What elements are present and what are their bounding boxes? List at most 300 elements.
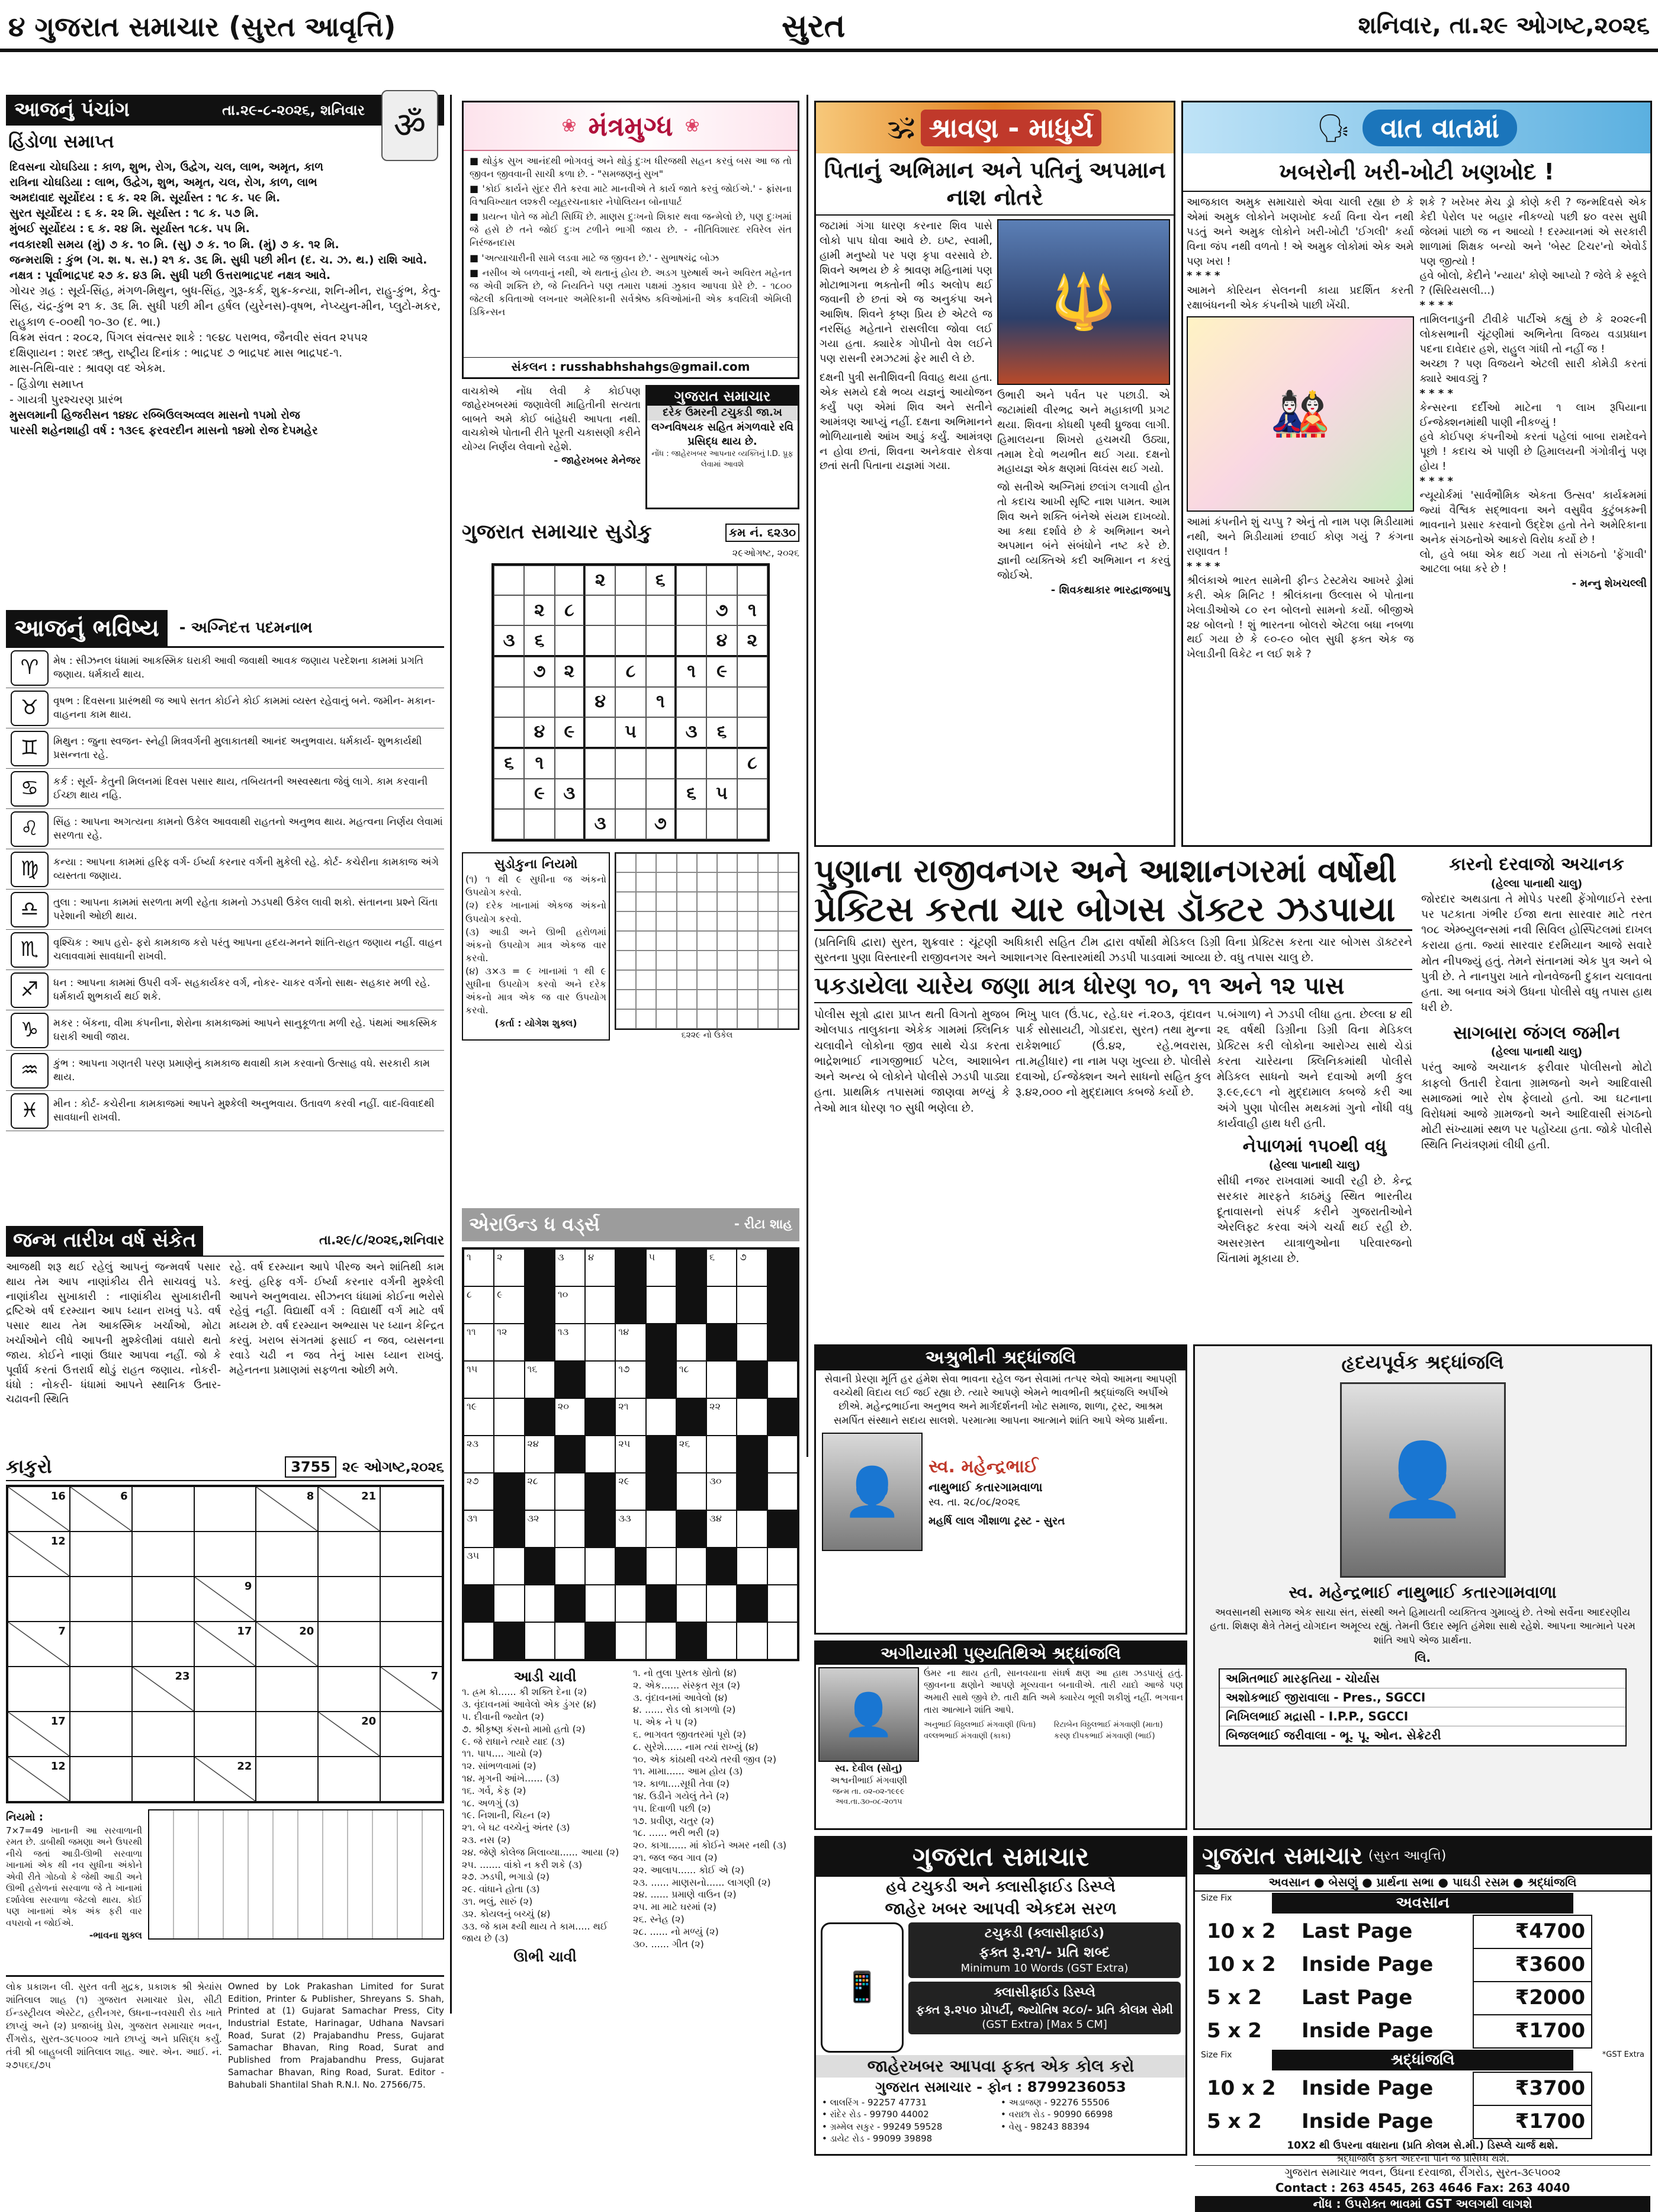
crossword-cell[interactable] <box>494 1398 524 1436</box>
crossword-black-cell <box>494 1622 524 1659</box>
kakuro-clue: 16 <box>50 1490 66 1503</box>
kakuro-cell[interactable] <box>380 1577 442 1622</box>
crossword-cell[interactable] <box>585 1436 615 1473</box>
sudoku-cell[interactable] <box>615 749 645 779</box>
kakuro-cell[interactable] <box>318 1622 380 1667</box>
sudoku-answer-cell <box>636 951 656 970</box>
crossword-cell[interactable] <box>494 1436 524 1473</box>
crossword-cell[interactable]: ૧૪ <box>615 1324 645 1361</box>
sudoku-cell[interactable] <box>646 749 676 779</box>
crossword-cell[interactable]: ૧૫ <box>464 1361 494 1398</box>
mantra-sankalan: સંકલન : russhabhshahgs@gmail.com <box>464 357 798 375</box>
ubhi-clue: ૪. ...... રોડ લો કાગળો (૨) <box>633 1704 736 1716</box>
crossword-cell[interactable] <box>615 1622 645 1659</box>
sudoku-cell[interactable] <box>706 809 737 839</box>
crossword-black-cell <box>646 1473 676 1510</box>
crossword-cell[interactable]: ૨૮ <box>525 1473 555 1510</box>
aadi-clue: ૧. હ્રમ કો...... કી શક્તિ દેના (૨) <box>462 1686 587 1698</box>
kakuro-cell[interactable] <box>70 1667 132 1712</box>
vaat-col2g: ન્યૂયોર્કમાં 'સાર્વભૌમિક એકતા ઉત્સવ' કાર્યક્રમમાં જ્યાં વૈશ્વિક સદ્ભાવના અને વસુધૈવ કુટુંબકમ્ની ભાવનાને પ્રસાર કરવાનો ઉદ્દેશ હતો તેને અમેરિકાના અનેક સંગઠનોએ આકરો વિરોધ કર્યો છે ! <box>1419 489 1647 546</box>
sudoku-cell[interactable] <box>676 595 706 625</box>
panchang-line: નવકારશી સમય (મું) ૭ ક. ૧૦ મિ. (સુ) ૭ ક. ૧૦ મિ. (મું) ૭ ક. ૧૨ મિ. <box>9 237 339 251</box>
sudoku-cell: ૧ <box>524 749 554 779</box>
mantra-item: ■ 'અત્યાચારીની સામે લડવા માટે જ જીવન છે.' - સુભાષચંદ્ર બોઝ <box>470 252 719 264</box>
kakuro-cell[interactable] <box>132 1532 194 1577</box>
zodiac-sign-icon: ♐ <box>11 972 49 1008</box>
rate-page: Inside Page <box>1302 2018 1434 2043</box>
kakuro-clue: 9 <box>244 1580 252 1593</box>
sudoku-rule: (૩) આડી અને ઊભી હરોળમાં અંકનો ઉપયોગ માત્ર એકજ વાર કરવો. <box>465 926 606 964</box>
avasan-label: અવસાન <box>1272 1893 1573 1914</box>
crossword-black-cell <box>494 1473 524 1510</box>
vaat-col1d: શ્રીલંકાએ ભારત સામેની ફીન્ડ ટેસ્ટમેચ આખરે ડ્રોમાં કરી. એક મિનિટ ! શ્રીલંકાના ઉલ્લાસ બે પોતાના ખેલાડીઓએ ૮૦ રન બોલનો સામનો કર્યો. બીજીએ ૨૪ બોલનો ! શું ભારતના બોલરો એટલા બધા નબળા થઈ ગયા છે કે ૯૦-૯૦ બોલ સુધી ફક્ત એક જ ખેલાડીની વિકેટ ન લઈ શકે ? <box>1187 574 1414 661</box>
kakuro-cell[interactable] <box>132 1622 194 1667</box>
rate-size: 10 x 2 <box>1207 2076 1276 2100</box>
kakuro-cell[interactable] <box>256 1712 318 1757</box>
sudoku-cell: ૧ <box>737 595 767 625</box>
crossword-cell[interactable]: ૨૯ <box>615 1473 645 1510</box>
crossword-cell[interactable] <box>737 1510 767 1548</box>
kakuro-cell[interactable] <box>256 1532 318 1577</box>
sudoku-answer-cell <box>737 872 757 892</box>
kakuro-cell[interactable] <box>380 1757 442 1802</box>
sudoku-cell[interactable] <box>555 749 585 779</box>
vaat-col1b: આમને કોરિયન સેલનની કાયા પ્રદર્શિત કરતી રક્ષાબંધનની એક કંપનીએ પાછી ખેંચી. <box>1187 284 1414 312</box>
crossword-cell[interactable] <box>585 1324 615 1361</box>
sudoku-cell[interactable] <box>737 657 767 687</box>
zodiac-sign-icon: ♌ <box>11 811 49 847</box>
crossword-cell[interactable] <box>555 1548 585 1585</box>
sudoku-cell[interactable] <box>737 566 767 596</box>
sudoku-answer-cell <box>737 1009 757 1029</box>
panchang-line: વિક્રમ સંવત : ૨૦૮૨, પિંગલ સંવત્સર શાકે : ૧૯૪૮ પરાભવ, જૈનવીર સંવત ૨૫૫૨ <box>9 330 368 344</box>
crossword-cell[interactable] <box>585 1548 615 1585</box>
kakuro-cell[interactable] <box>70 1622 132 1667</box>
crossword-cell[interactable] <box>706 1436 737 1473</box>
kakuro-cell[interactable] <box>380 1622 442 1667</box>
zodiac-sign-icon: ♏ <box>11 932 49 968</box>
crossword-cell[interactable]: ૨ <box>494 1249 524 1286</box>
kakuro-cell[interactable] <box>318 1757 380 1802</box>
kakuro-cell[interactable] <box>194 1532 256 1577</box>
sudoku-cell[interactable] <box>494 717 524 749</box>
sudoku-answer-cell <box>697 931 717 951</box>
header-date: શનિવાર, તા.૨૯ ઓગષ્ટ,૨૦૨૬ <box>1358 12 1650 39</box>
kakuro-cell[interactable] <box>70 1757 132 1802</box>
crossword-black-cell <box>676 1622 706 1659</box>
sudoku-rule: (૨) દરેક ખાનામાં એકજ અંકનો ઉપયોગ કરવો. <box>465 900 606 924</box>
kakuro-cell[interactable] <box>132 1577 194 1622</box>
crossword-cell[interactable]: ૩ <box>555 1249 585 1286</box>
vachak-text: વાચકોએ નોંધ લેવી કે કોઈપણ જાહેરખબરમાં જણાવેલી માહિતીની સત્યતા બાબતે અમે કોઈ બાંહેધરી આપતા નથી. વાચકોએ પોતાની રીતે પૂરતી ચકાસણી કરીને યોગ્ય નિર્ણય લેવાનો રહેશે. <box>462 386 641 453</box>
sudoku-cell[interactable] <box>676 625 706 657</box>
vaat-col1c: આમાં કંપનીને શું ચપ્પુ ? એનું તો નામ પણ મિડીયામાં નથી, અને મિડીયામાં છવાઈ કોણ ગયું ? કંગના રાણાવત ! <box>1187 516 1414 558</box>
sudoku-cell[interactable] <box>524 566 554 596</box>
kakuro-cell[interactable] <box>8 1577 70 1622</box>
ad-box2: ક્લાસીફાઈડ ડિસ્પ્લે <box>994 1985 1095 2001</box>
vachak-section <box>462 385 799 509</box>
crossword-cell[interactable]: ૨૭ <box>464 1473 494 1510</box>
crossword-cell[interactable] <box>646 1510 676 1548</box>
contact-line: • લાલરિંગ - 92257 47731 <box>822 2097 927 2108</box>
kakuro-clue: 12 <box>50 1535 66 1548</box>
crossword-cell[interactable] <box>737 1622 767 1659</box>
crossword-cell[interactable] <box>706 1622 737 1659</box>
kakuro-cell[interactable] <box>70 1532 132 1577</box>
sudoku-cell[interactable] <box>555 625 585 657</box>
sudoku-cell[interactable] <box>615 625 645 657</box>
crossword-cell[interactable]: ૩૩ <box>615 1510 645 1548</box>
sudoku-cell[interactable] <box>706 566 737 596</box>
crossword-cell[interactable]: ૧૧ <box>464 1324 494 1361</box>
puna-col3: ૫.બંગાળ) ને ઝડપી લીધા હતા. છેલ્લા ૪ થી ૨૬ વર્ષથી ડિગ્રીના ડિગ્રી વિના મેડિકલ પ્રેક્ટિસ કરી લોકોના આરોગ્ય સાથે ચેડાં કરતા ચારેયના ક્લિનિકમાંથી પોલીસે મેડિકલ સાધનો અને દવાઓ મળી કુલ રૂ.૯૯,૯૮૧ નો મુદ્દામાલ કબજે કરી આ અંગે પુણા પોલીસ મથકમાં ગુનો નોંધી વધુ કાર્યવાહી હાથ ધરી હતી. <box>1217 1008 1412 1130</box>
crossword-cell[interactable]: ૭ <box>737 1249 767 1286</box>
sudoku-cell[interactable] <box>646 595 676 625</box>
kakuro-clue-cell <box>256 1622 318 1667</box>
imprint <box>6 1975 444 2153</box>
rate-page: Last Page <box>1302 1919 1413 1944</box>
ad-left-l1: હવે ટચુકડી અને ક્લાસીફાઈડ ડિસ્પ્લે <box>886 1878 1116 1896</box>
crossword-cell[interactable] <box>585 1361 615 1398</box>
crossword-cell[interactable]: ૮ <box>464 1286 494 1324</box>
crossword-cell[interactable]: ૧૦ <box>555 1286 585 1324</box>
rate-size: 10 x 2 <box>1207 1919 1276 1944</box>
sudoku-answer-cell <box>778 990 798 1009</box>
sudoku-cell[interactable] <box>706 749 737 779</box>
sudoku-grid[interactable] <box>491 563 770 842</box>
crossword-cell[interactable] <box>646 1622 676 1659</box>
crossword-cell[interactable] <box>706 1286 737 1324</box>
portrait-photo: 👤 <box>818 1667 919 1762</box>
sudoku-cell[interactable] <box>555 809 585 839</box>
kakuro-cell[interactable] <box>132 1487 194 1532</box>
sudoku-cell[interactable] <box>676 809 706 839</box>
crossword-cell[interactable]: ૧ <box>464 1249 494 1286</box>
crossword-cell[interactable] <box>555 1622 585 1659</box>
sudoku-cell[interactable] <box>494 687 524 717</box>
sudoku-cell[interactable] <box>615 779 645 809</box>
ubhi-clue: ૫. એક ને પ (૨) <box>633 1716 698 1728</box>
sudoku-cell[interactable] <box>555 566 585 596</box>
crossword-black-cell <box>737 1361 767 1398</box>
crossword-cell[interactable]: ૫ <box>646 1249 676 1286</box>
sudoku-cell[interactable] <box>585 657 615 687</box>
crossword-cell[interactable]: ૨૬ <box>676 1436 706 1473</box>
sudoku-cell[interactable] <box>615 809 645 839</box>
sudoku-answer-cell <box>778 1009 798 1029</box>
sudoku-answer-cell <box>656 951 676 970</box>
ad-right-note2: શ્રદ્ધાંજલિ ફક્ત અંદરના પાને જ પ્રસિધ્ધ થશે. <box>1336 2153 1509 2165</box>
sudoku-answer-cell <box>717 853 737 873</box>
aadi-clue: ૩. વૃંદાવનમાં આવેલો એક ડુંગર (૪) <box>462 1699 596 1710</box>
sudoku-cell[interactable] <box>494 657 524 687</box>
kakuro-cell[interactable] <box>380 1712 442 1757</box>
page-header <box>0 0 1658 52</box>
sudoku-answer-cell <box>758 970 778 990</box>
ubhi-clue: ૧૫. દિવાળી પછી (૨) <box>633 1802 711 1814</box>
zodiac-row <box>6 970 444 1010</box>
crossword-cell[interactable]: ૨૫ <box>615 1436 645 1473</box>
crossword-cell[interactable]: ૯ <box>494 1286 524 1324</box>
sudoku-answer-cell <box>758 853 778 873</box>
classified-ad <box>814 1836 1187 2156</box>
portrait-photo: 👤 <box>1340 1382 1506 1578</box>
crossword-cell[interactable] <box>767 1548 798 1585</box>
crossword-black-cell <box>525 1324 555 1361</box>
kakuro-cell[interactable] <box>194 1667 256 1712</box>
crossword-cell[interactable] <box>706 1361 737 1398</box>
rate-row <box>1201 2105 1592 2139</box>
sudoku-cell[interactable] <box>737 809 767 839</box>
kakuro-cell[interactable] <box>194 1712 256 1757</box>
crossword-cell[interactable] <box>646 1286 676 1324</box>
crossword-black-cell <box>737 1473 767 1510</box>
crossword-cell[interactable]: ૨૩ <box>464 1436 494 1473</box>
sudoku-cell[interactable] <box>585 749 615 779</box>
crossword-black-cell <box>706 1324 737 1361</box>
signer: નિખિલભાઈ મદ્રાસી - I.P.P., SGCCI <box>1220 1707 1625 1726</box>
sudoku-cell: ૧ <box>646 687 676 717</box>
crossword-cell[interactable] <box>767 1473 798 1510</box>
crossword-cell[interactable] <box>585 1286 615 1324</box>
zodiac-text: તુલા : આપના કામમાં સરળતા મળી રહેતા કામનો ઝડપથી ઉકેલ લાવી શકો. સંતાનના પ્રશ્ને ચિંતા પરેશાની ઓછી થાય. <box>53 897 438 922</box>
sudoku-cell[interactable] <box>585 717 615 749</box>
shivling-icon: 🕉 <box>888 110 915 145</box>
zodiac-row <box>6 849 444 890</box>
sudoku-cell[interactable] <box>646 625 676 657</box>
sudoku-cell[interactable] <box>524 687 554 717</box>
crossword-cell[interactable] <box>676 1585 706 1622</box>
sudoku-karta: (કર્તા : યોગેશ શુક્લ) <box>494 1017 577 1029</box>
crossword-cell[interactable] <box>646 1548 676 1585</box>
vaat-col1: આજકાલ અમુક સમાચારો એવા ચાલી રહ્યા છે કે એમાં અમુક લોકોને ખણખોદ કર્યા વિના ચેન નથી પડતું અને અમુક લોકોને ખરી-ખોટી 'ઈગલી' કર્યા વિના જંપ નથી વળતો ! એ અમુક લોકોમાં એક અમે પણ ખરા ! <box>1187 196 1414 268</box>
crossword-cell[interactable] <box>464 1622 494 1659</box>
crossword-black-cell <box>585 1473 615 1510</box>
crossword-cell[interactable] <box>737 1548 767 1585</box>
kakuro-cell[interactable] <box>256 1667 318 1712</box>
ubhi-clue: ૨૪. ...... પ્રમાણે વાઉન (૨) <box>633 1889 737 1900</box>
sudoku-cell[interactable] <box>676 687 706 717</box>
puna-headline1: પુણાના રાજીવનગર અને આશાનગરમાં વર્ષોથી <box>814 852 1397 890</box>
sudoku-answer-cell <box>717 931 737 951</box>
crossword-cell[interactable] <box>676 1548 706 1585</box>
sudoku-answer-cell <box>778 951 798 970</box>
ubhi-clue: ૧૧. મામા...... આમ હોય (૩) <box>633 1765 743 1777</box>
kakuro-clue: 23 <box>175 1670 190 1683</box>
sudoku-cell[interactable] <box>585 779 615 809</box>
crossword-cell[interactable]: ૨૪ <box>525 1436 555 1473</box>
crossword-cell[interactable]: ૧૬ <box>525 1361 555 1398</box>
sudoku-cell: ૬ <box>676 779 706 809</box>
crossword-cell[interactable] <box>525 1622 555 1659</box>
sudoku-answer-cell <box>758 872 778 892</box>
sudoku-answer-cell <box>616 1009 636 1029</box>
kakuro-cell[interactable] <box>194 1487 256 1532</box>
shraddhanjali-label: શ્રદ્ધાંજલિ <box>1272 2050 1573 2070</box>
sudoku-cell[interactable] <box>585 625 615 657</box>
crossword-black-cell <box>585 1510 615 1548</box>
crossword-grid[interactable] <box>462 1247 799 1661</box>
sudoku-answer-cell <box>677 970 697 990</box>
sudoku-cell[interactable] <box>494 779 524 809</box>
sudoku-cell[interactable] <box>737 717 767 749</box>
sudoku-cell[interactable] <box>737 687 767 717</box>
sudoku-answer-cell <box>758 1009 778 1029</box>
ad-box1: ટચુકડી (ક્લાસીફાઈડ) <box>984 1925 1105 1941</box>
crossword-cell[interactable] <box>555 1510 585 1548</box>
sudoku-cell[interactable] <box>494 566 524 596</box>
crossword-cell[interactable] <box>646 1398 676 1436</box>
crossword-cell[interactable]: ૨૧ <box>615 1398 645 1436</box>
kakuro-cell[interactable] <box>256 1577 318 1622</box>
sudoku-cell[interactable] <box>737 779 767 809</box>
crossword-cell[interactable] <box>494 1548 524 1585</box>
crossword-cell[interactable] <box>555 1473 585 1510</box>
aadi-clue: ૭. શ્રીકૃષ્ણ કંસનો મામો હતો (૨) <box>462 1723 586 1735</box>
crossword-cell[interactable]: ૨૦ <box>555 1398 585 1436</box>
crossword-cell[interactable] <box>706 1585 737 1622</box>
crossword-cell[interactable]: ૪ <box>585 1249 615 1286</box>
ad-right-note1: 10X2 થી ઉપરના વધારાના (પ્રતિ કોલમ સે.મી.) ડિસ્પ્લે ચાર્જ થશે. <box>1287 2139 1559 2152</box>
crossword-cell[interactable]: ૧૭ <box>615 1361 645 1398</box>
crossword-cell[interactable] <box>767 1361 798 1398</box>
panchang-title: આજનું પંચાંગ <box>14 98 130 122</box>
crossword-cell[interactable] <box>676 1473 706 1510</box>
kakuro-cell[interactable] <box>70 1712 132 1757</box>
crossword-cell[interactable]: ૩૦ <box>706 1473 737 1510</box>
sudoku-answer-cell <box>656 970 676 990</box>
zodiac-text: ધન : આપના કામમાં ઉપરી વર્ગ- સહકાર્યકર વર્ગ, નોકર- ચાકર વર્ગનો સાથ- સહકાર મળી રહે. ધર્મકાર્ય શુભકાર્ય થઈ શકે. <box>53 977 430 1003</box>
sudoku-cell: ૪ <box>524 717 554 749</box>
sudoku-rule: (૧) ૧ થી ૯ સુધીના જ અંકનો ઉપયોગ કરવો. <box>465 874 606 898</box>
crossword-cell[interactable] <box>767 1585 798 1622</box>
kakuro-cell[interactable] <box>380 1532 442 1577</box>
sudoku-cell[interactable] <box>676 566 706 596</box>
sudoku-cell: ૬ <box>706 717 737 749</box>
crossword-cell[interactable] <box>767 1622 798 1659</box>
sudoku-answer-cell <box>656 990 676 1009</box>
crossword-cell[interactable] <box>737 1398 767 1436</box>
crossword-cell[interactable] <box>737 1324 767 1361</box>
aadi-clue: ૯. જે રાધાને ત્યારે યાદ (૩) <box>462 1735 565 1747</box>
aadi-clue: ૨૯. વાંધાને હોતા (૩) <box>462 1883 540 1895</box>
sudoku-cell[interactable] <box>524 809 554 839</box>
sudoku-cell[interactable] <box>706 687 737 717</box>
crossword-cell[interactable] <box>585 1585 615 1622</box>
sudoku-cell[interactable] <box>494 595 524 625</box>
crossword-cell[interactable]: ૩૨ <box>525 1510 555 1548</box>
sudoku-answer-cell <box>697 951 717 970</box>
sudoku-cell[interactable] <box>646 717 676 749</box>
aadi-clue: ૨૭. ઝડપી, ભગાડો (૨) <box>462 1871 550 1883</box>
sudoku-cell: ૮ <box>737 749 767 779</box>
sudoku-answer-cell <box>677 990 697 1009</box>
sudoku-cell: ૩ <box>494 625 524 657</box>
sudoku-answer-cell <box>636 970 656 990</box>
zodiac-text: વૃષભ : દિવસના પ્રારંભથી જ આપે સતત કોઈને કોઈ કામમાં વ્યસ્ત રહેવાનું બને. જમીન- મકાન- વાહનના કામ થાય. <box>53 695 435 721</box>
crossword-cell[interactable] <box>494 1585 524 1622</box>
crossword-black-cell <box>525 1398 555 1436</box>
agiyarmi-parent: અશ્વનીભાઈ મંગવાણી <box>830 1775 907 1786</box>
kakuro-clue: 7 <box>430 1670 438 1683</box>
sudoku-cell: ૬ <box>494 749 524 779</box>
sudoku-cell[interactable] <box>646 779 676 809</box>
crossword-cell[interactable]: ૩૫ <box>464 1548 494 1585</box>
kakuro-cell[interactable] <box>318 1532 380 1577</box>
crossword-cell[interactable] <box>615 1585 645 1622</box>
karo-title: કારનો દરવાજો અચાનક <box>1449 854 1624 875</box>
sudoku-cell[interactable] <box>646 657 676 687</box>
aadi-clue: ૧૪. મૃગની આંખે...... (૩) <box>462 1772 560 1784</box>
crossword-author: - રીટા શાહ <box>734 1217 792 1232</box>
sudoku-cell: ૩ <box>555 779 585 809</box>
crossword-cell[interactable]: ૩૧ <box>464 1510 494 1548</box>
zodiac-row <box>6 1010 444 1051</box>
kakuro-cell[interactable] <box>132 1757 194 1802</box>
sudoku-cell[interactable] <box>615 595 645 625</box>
sudoku-answer-cell <box>717 872 737 892</box>
kakuro-cell[interactable] <box>380 1487 442 1532</box>
vaat-title: વાત વાતમાં <box>1363 110 1517 146</box>
crossword-cell[interactable]: ૧૮ <box>676 1361 706 1398</box>
crossword-cell[interactable] <box>494 1361 524 1398</box>
kakuro-cell[interactable] <box>318 1577 380 1622</box>
shr1-detail: નાથુભાઈ કતારગામવાળા <box>928 1479 1043 1494</box>
kakuro-cell[interactable] <box>256 1757 318 1802</box>
imprint-gujarati: લોક પ્રકાશન લી. સુરત વતી મુદ્રક, પ્રકાશક શ્રી શ્રેયાંસ શાંતિલાલ શાહ (૧) ગુજરાત સમાચાર પ્રેસ, સીટી ઈન્ડસ્ટ્રીયલ એસ્ટેટ, હરીનગર, ઉધના-નવસારી રોડ ખાતે છાપ્યું અને (૨) પ્રજાબંધુ પ્રેસ, ગુજરાત સમાચાર ભવન, રીંગરોડ, સુરત-૩૯૫૦૦૨ ખાતે છાપ્યું અને પ્રસિદ્ધ કર્યું. તંત્રી શ્રી બાહુબલી શાંતિલાલ શાહ. આર. એન. આઈ. નં. ૨૭૫૬૬/૭૫ <box>6 1981 222 2071</box>
ad-right-address: ગુજરાત સમાચાર ભવન, ઉધના દરવાજા, રીંગરોડ, સુરત-૩૯૫૦૦૨ <box>1195 2165 1650 2180</box>
puna-subhead: પકડાયેલા ચારેય જણા માત્ર ધોરણ ૧૦, ૧૧ અને ૧૨ પાસ <box>814 969 1412 1003</box>
kakuro-cell[interactable] <box>318 1667 380 1712</box>
sudoku-rule: (૪) ૩×૩ = ૯ ખાનામાં ૧ થી ૯ સુધીના ઉપયોગ કરવો અને દરેક અંકનો માત્ર એક જ વાર ઉપયોગ કરવો. <box>465 965 606 1016</box>
crossword-cell[interactable]: ૨૨ <box>706 1398 737 1436</box>
sudoku-cell[interactable] <box>676 749 706 779</box>
kakuro-cell[interactable] <box>8 1667 70 1712</box>
zodiac-sign-icon: ♈ <box>11 650 49 686</box>
kakuro-cell[interactable] <box>70 1577 132 1622</box>
kakuro-cell[interactable] <box>132 1712 194 1757</box>
crossword-cell[interactable] <box>767 1436 798 1473</box>
shr1-body: સેવાની પ્રેરણા મૂર્તિ હર હંમેશ સેવા ભાવના રહેલ જન સેવામાં તત્પર એવો આમના આપણી વચ્ચેથી વિદાય લઈ જઈ રહ્યા છે. ત્યારે આપણે એમને ભાવભીની શ્રદ્ધાંજલિ અર્પીએ છીએ. મહેન્દ્રભાઈના અનુભવ અને માર્ગદર્શનની ખોટ સમાજ, શાળા, ટ્રસ્ટ, આશ્રમ સમર્પિત સંસ્થાને સદાય સાલશે. પરમાત્મા આપના આત્માને શાંતિ આપે એજ પ્રાર્થના. <box>824 1373 1177 1427</box>
crossword-cell[interactable] <box>525 1585 555 1622</box>
sudoku-cell[interactable] <box>615 566 645 596</box>
shr1-from: મહર્ષિ લાલ ગૌશાળા ટ્રસ્ટ - સુરત <box>928 1515 1065 1528</box>
crossword-cell[interactable]: ૧૩ <box>555 1324 585 1361</box>
crossword-cell[interactable]: ૬ <box>706 1249 737 1286</box>
panchang-subtitle: હિંડોળા સમાપ્ત <box>8 131 114 152</box>
panchang-line: મુસલમાની હિજરીસન ૧૪૪૮ રબ્બિઉલઅવ્વલ માસનો ૧૫મો રોજ <box>9 409 300 422</box>
mantra-item: ■ નસીબ એ બળવાનું નથી, એ થતાનું હોય છે. અડગ પુરુષાર્થ અને અવિરત મહેનત જ એવી શક્તિ છે, જે નિયતિને પણ તમારા પક્ષમાં ઝુકાવ આપવા પ્રેરે છે. - ૧૮૦૦ જેટલી કવિતાઓ લખનાર અમેરિકાની સર્વશ્રેષ્ઠ કવિઓમાંની એક કવયિત્રી એમિલી ડિકિન્સન <box>470 267 792 317</box>
sudoku-answer-cell <box>737 853 757 873</box>
sudoku-answer-cell <box>717 970 737 990</box>
kakuro-grid[interactable] <box>6 1485 444 1803</box>
vachak-ad-note: નોંધ : જાહેરખબર આપનાર વ્યક્તિનું I.D. પ્રૂફ લેવામાં આવશે <box>651 450 793 469</box>
sudoku-cell: ૭ <box>524 657 554 687</box>
sudoku-cell[interactable] <box>615 687 645 717</box>
crossword-cell[interactable] <box>737 1286 767 1324</box>
sudoku-cell[interactable] <box>494 809 524 839</box>
sudoku-answer-cell <box>656 853 676 873</box>
crossword-cell[interactable]: ૧૨ <box>494 1324 524 1361</box>
aadi-list <box>462 1686 628 1945</box>
crossword-black-cell <box>615 1249 645 1286</box>
crossword-cell[interactable]: ૧૯ <box>464 1398 494 1436</box>
signer: અમિતભાઈ મારફતિયા - ચોર્યાસ <box>1220 1670 1625 1688</box>
crossword-cell[interactable] <box>676 1324 706 1361</box>
sudoku-cell[interactable] <box>555 687 585 717</box>
crossword-cell[interactable]: ૩૪ <box>706 1510 737 1548</box>
sudoku-cell[interactable] <box>585 595 615 625</box>
